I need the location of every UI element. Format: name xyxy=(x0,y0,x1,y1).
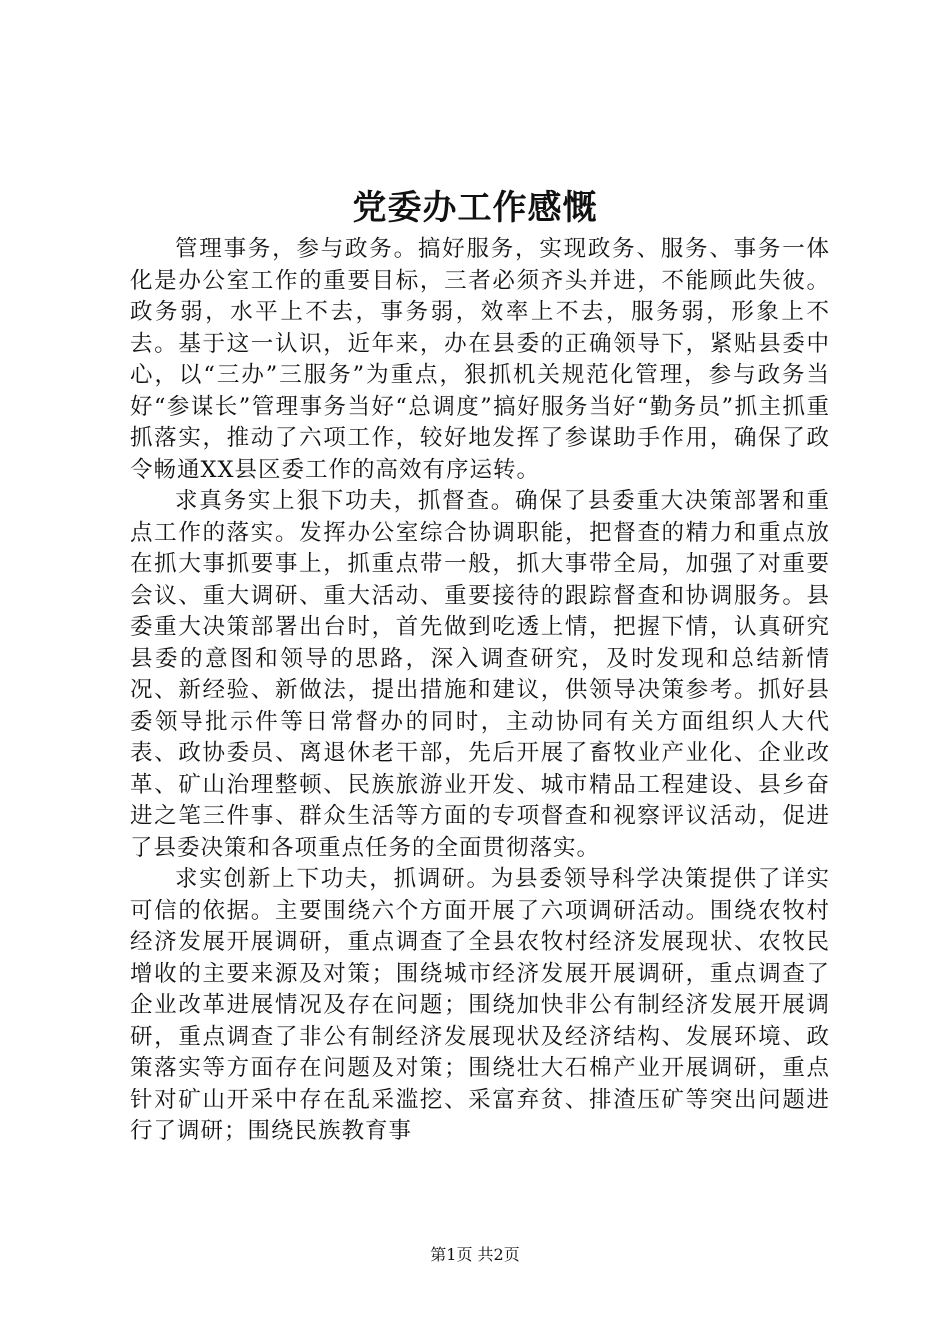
paragraph-1: 管理事务，参与政务。搞好服务，实现政务、服务、事务一体化是办公室工作的重要目标，三者必须齐头并进，不能顾此失彼。政务弱，水平上不去，事务弱，效率上不去，服务弱，形象上不去。基于这一认识，近年来，办在县委的正确领导下，紧贴县委中心，以“三办”三服务”为重点，狠抓机关规范化管理，参与政务当好“参谋长”管理事务当好“总调度”搞好服务当好“勤务员”抓主抓重抓落实，推动了六项工作，较好地发挥了参谋助手作用，确保了政令畅通XX县区委工作的高效有序运转。 xyxy=(130,236,830,483)
paragraph-3: 求实创新上下功夫，抓调研。为县委领导科学决策提供了详实可信的依据。主要围绕六个方面开展了六项调研活动。围绕农牧村经济发展开展调研，重点调查了全县农牧村经济发展现状、农牧民增收的主要来源及对策；围绕城市经济发展开展调研，重点调查了企业改革进展情况及存在问题；围绕加快非公有制经济发展开展调研，重点调查了非公有制经济发展现状及经济结构、发展环境、政策落实等方面存在问题及对策；围绕壮大石棉产业开展调研，重点针对矿山开采中存在乱采滥挖、采富弃贫、排渣压矿等突出问题进行了调研；围绕民族教育事 xyxy=(130,866,830,1144)
document-title: 党委办工作感慨 xyxy=(352,188,598,228)
page-footer xyxy=(0,1244,950,1266)
paragraph-2: 求真务实上狠下功夫，抓督查。确保了县委重大决策部署和重点工作的落实。发挥办公室综合协调职能，把督查的精力和重点放在抓大事抓要事上，抓重点带一般，抓大事带全局，加强了对重要会议、重大调研、重大活动、重要接待的跟踪督查和协调服务。县委重大决策部署出台时，首先做到吃透上情，把握下情，认真研究县委的意图和领导的思路，深入调查研究，及时发现和总结新情况、新经验、新做法，提出措施和建议，供领导决策参考。抓好县委领导批示件等日常督办的同时，主动协同有关方面组织人大代表、政协委员、离退休老干部，先后开展了畜牧业产业化、企业改革、矿山治理整顿、民族旅游业开发、城市精品工程建设、县乡奋进之笔三件事、群众生活等方面的专项督查和视察评议活动，促进了县委决策和各项重点任务的全面贯彻落实。 xyxy=(130,488,830,861)
document-body xyxy=(130,234,830,1148)
page-total: 共2页 xyxy=(477,1245,520,1264)
page-number: 第1页 xyxy=(430,1245,473,1264)
